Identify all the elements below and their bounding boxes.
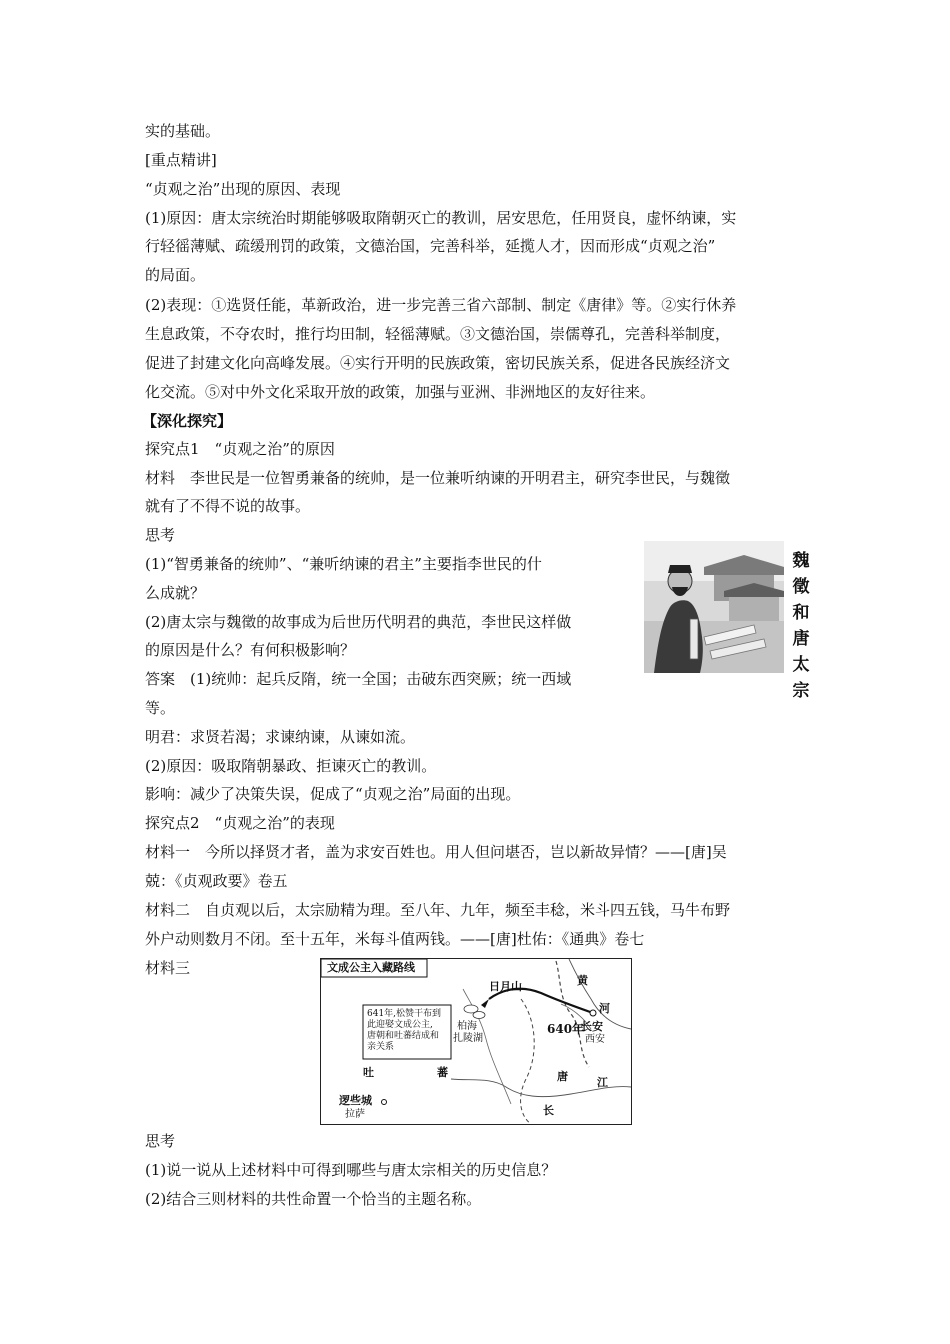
section-heading: 【深化探究】 bbox=[142, 412, 233, 430]
tang-label: 唐 bbox=[557, 1070, 568, 1083]
text-line: (2)表现：①选贤任能，革新政治，进一步完善三省六部制、制定《唐律》等。②实行休养 bbox=[145, 296, 737, 314]
tubo-label-1: 吐 bbox=[363, 1066, 374, 1079]
text-line: 外户动则数月不闭。至十五年，米每斗值两钱。——[唐]杜佑：《通典》卷七 bbox=[145, 930, 645, 948]
caption-char: 太 bbox=[792, 655, 810, 675]
text-line: 生息政策，不夺农时，推行均田制，轻徭薄赋。③文德治国，崇儒尊孔，完善科举制度， bbox=[145, 325, 731, 343]
text-line: 材料 李世民是一位智勇兼备的统帅，是一位兼听纳谏的开明君主，研究李世民，与魏徵 bbox=[145, 469, 731, 487]
text-line: 行轻徭薄赋、疏缓刑罚的政策，文德治国，完善科举，延揽人才，因而形成“贞观之治” bbox=[145, 237, 716, 255]
caption-char: 宗 bbox=[792, 681, 810, 701]
yellow-river-label-1: 黄 bbox=[577, 974, 588, 987]
caption-char: 和 bbox=[792, 603, 810, 623]
map-note-line: 亲关系 bbox=[367, 1042, 395, 1052]
text-line: 兢：《贞观政要》卷五 bbox=[145, 872, 288, 890]
map-note-line: 唐朝和吐蕃结成和 bbox=[367, 1031, 440, 1041]
text-line: (2)结合三则材料的共性命置一个恰当的主题名称。 bbox=[145, 1190, 482, 1208]
wei-zheng-taizong-illustration bbox=[644, 541, 784, 673]
text-line: 答案 (1)统帅：起兵反隋，统一全国；击破东西突厥；统一西域 bbox=[145, 670, 572, 688]
yellow-river-label-2: 河 bbox=[599, 1002, 610, 1015]
text-line: 材料一 今所以择贤才者，盖为求安百姓也。用人但问堪否，岂以新故异情？——[唐]吴 bbox=[145, 843, 727, 861]
text-line: 么成就？ bbox=[145, 584, 206, 602]
text-line: 等。 bbox=[145, 699, 176, 717]
text-line: (2)唐太宗与魏徵的故事成为后世历代明君的典范，李世民这样做 bbox=[145, 613, 572, 631]
year-640-label: 640年 bbox=[547, 1022, 585, 1036]
text-line: 影响：减少了决策失误，促成了“贞观之治”局面的出现。 bbox=[145, 785, 521, 803]
text-line: (1)原因：唐太宗统治时期能够吸取隋朝灭亡的教训，居安思危，任用贤良，虚怀纳谏，实 bbox=[145, 209, 737, 227]
wencheng-route-map bbox=[320, 958, 632, 1125]
text-line: (1)说一说从上述材料中可得到哪些与唐太宗相关的历史信息？ bbox=[145, 1161, 557, 1179]
xian-label: 西安 bbox=[585, 1034, 605, 1045]
text-line: 就有了不得不说的故事。 bbox=[145, 497, 311, 515]
bohai-label: 柏海 bbox=[457, 1021, 477, 1032]
text-line: 思考 bbox=[145, 526, 176, 544]
text-line: 化交流。⑤对中外文化采取开放的政策，加强与亚洲、非洲地区的友好往来。 bbox=[145, 383, 656, 401]
caption-char: 徵 bbox=[792, 577, 810, 597]
caption-char: 唐 bbox=[792, 629, 810, 649]
section-heading: 探究点2 “贞观之治”的表现 bbox=[145, 814, 335, 832]
map-note-line: 此迎娶文成公主, bbox=[367, 1020, 433, 1030]
section-label: [重点精讲] bbox=[145, 151, 217, 169]
text-line: 材料二 自贞观以后，太宗励精为理。至八年、九年，频至丰稔，米斗四五钱，马牛布野 bbox=[145, 901, 731, 919]
lhasa-label: 拉萨 bbox=[345, 1109, 365, 1120]
figure-caption bbox=[786, 548, 816, 704]
zhaling-lake-label: 扎陵湖 bbox=[453, 1033, 483, 1044]
changan-label: 长安 bbox=[581, 1020, 603, 1033]
tubo-label-2: 蕃 bbox=[437, 1066, 448, 1079]
text-line: 材料三 bbox=[145, 959, 191, 977]
text-line: 思考 bbox=[145, 1132, 176, 1150]
text-line: 的局面。 bbox=[145, 266, 206, 284]
luoxie-city-label: 逻些城 bbox=[339, 1094, 372, 1107]
text-line: 促进了封建文化向高峰发展。④实行开明的民族政策，密切民族关系，促进各民族经济文 bbox=[145, 354, 731, 372]
section-heading: 探究点1 “贞观之治”的原因 bbox=[145, 440, 335, 458]
yangtze-label-1: 长 bbox=[543, 1104, 554, 1117]
text-line: 的原因是什么？有何积极影响？ bbox=[145, 641, 356, 659]
text-line: 明君：求贤若渴；求谏纳谏，从谏如流。 bbox=[145, 728, 416, 746]
map-note-line: 641年,松赞干布到 bbox=[367, 1009, 442, 1019]
caption-char: 魏 bbox=[792, 551, 810, 571]
section-heading: “贞观之治”出现的原因、表现 bbox=[145, 180, 341, 198]
text-line: (1)“智勇兼备的统帅”、“兼听纳谏的君主”主要指李世民的什 bbox=[145, 555, 542, 573]
text-line: (2)原因：吸取隋朝暴政、拒谏灭亡的教训。 bbox=[145, 757, 437, 775]
text-line: 实的基础。 bbox=[145, 122, 221, 140]
riyue-mountain-label: 日月山 bbox=[489, 980, 522, 993]
yangtze-label-2: 江 bbox=[597, 1076, 608, 1089]
map-title: 文成公主入藏路线 bbox=[327, 961, 415, 974]
